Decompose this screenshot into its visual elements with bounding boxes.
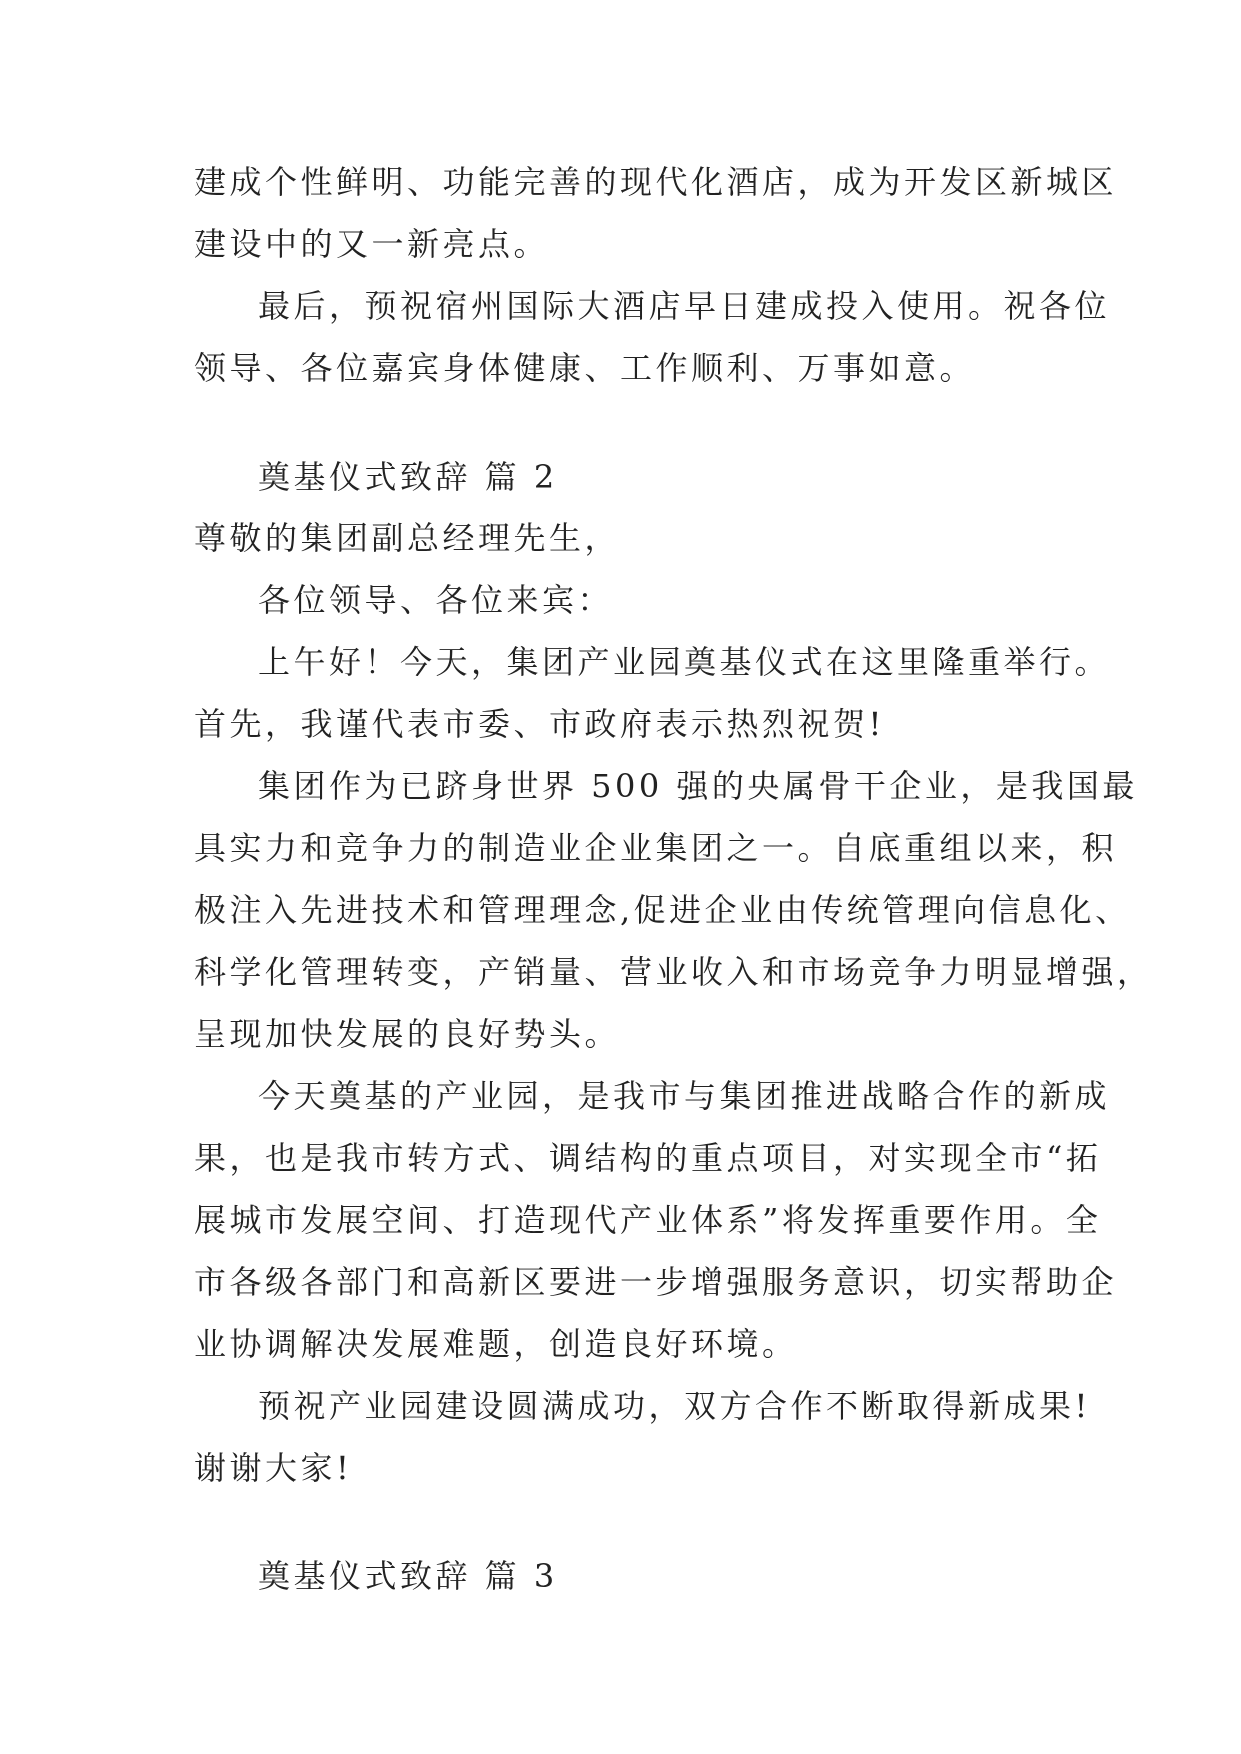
paragraph-line: 谢谢大家! <box>194 1449 353 1487</box>
paragraph-line: 展城市发展空间、打造现代产业体系”将发挥重要作用。全 <box>194 1201 1102 1239</box>
paragraph-line: 业协调解决发展难题，创造良好环境。 <box>194 1325 798 1363</box>
paragraph-line: 果，也是我市转方式、调结构的重点项目，对实现全市“拓 <box>194 1139 1102 1177</box>
paragraph-line: 极注入先进技术和管理理念,促进企业由传统管理向信息化、 <box>194 891 1131 929</box>
paragraph-line: 预祝产业园建设圆满成功，双方合作不断取得新成果! <box>258 1387 1091 1425</box>
paragraph-line: 今天奠基的产业园，是我市与集团推进战略合作的新成 <box>258 1077 1111 1115</box>
paragraph-line: 科学化管理转变，产销量、营业收入和市场竞争力明显增强， <box>194 953 1153 991</box>
paragraph-line: 建成个性鲜明、功能完善的现代化酒店，成为开发区新城区 <box>194 163 1118 201</box>
section-heading-2: 奠基仪式致辞 篇 2 <box>258 458 558 496</box>
paragraph-line: 呈现加快发展的良好势头。 <box>194 1015 621 1053</box>
paragraph-line: 首先，我谨代表市委、市政府表示热烈祝贺! <box>194 705 885 743</box>
paragraph-line: 最后，预祝宿州国际大酒店早日建成投入使用。祝各位 <box>258 287 1111 325</box>
section-heading-3: 奠基仪式致辞 篇 3 <box>258 1557 558 1595</box>
paragraph-line: 建设中的又一新亮点。 <box>194 225 550 263</box>
salutation-line: 各位领导、各位来宾： <box>258 581 614 619</box>
paragraph-line: 集团作为已跻身世界 500 强的央属骨干企业，是我国最 <box>258 767 1138 805</box>
salutation-line: 尊敬的集团副总经理先生， <box>194 519 621 557</box>
paragraph-line: 具实力和竞争力的制造业企业集团之一。自底重组以来，积 <box>194 829 1118 867</box>
paragraph-line: 上午好！今天，集团产业园奠基仪式在这里隆重举行。 <box>258 643 1111 681</box>
paragraph-line: 领导、各位嘉宾身体健康、工作顺利、万事如意。 <box>194 349 976 387</box>
paragraph-line: 市各级各部门和高新区要进一步增强服务意识，切实帮助企 <box>194 1263 1118 1301</box>
